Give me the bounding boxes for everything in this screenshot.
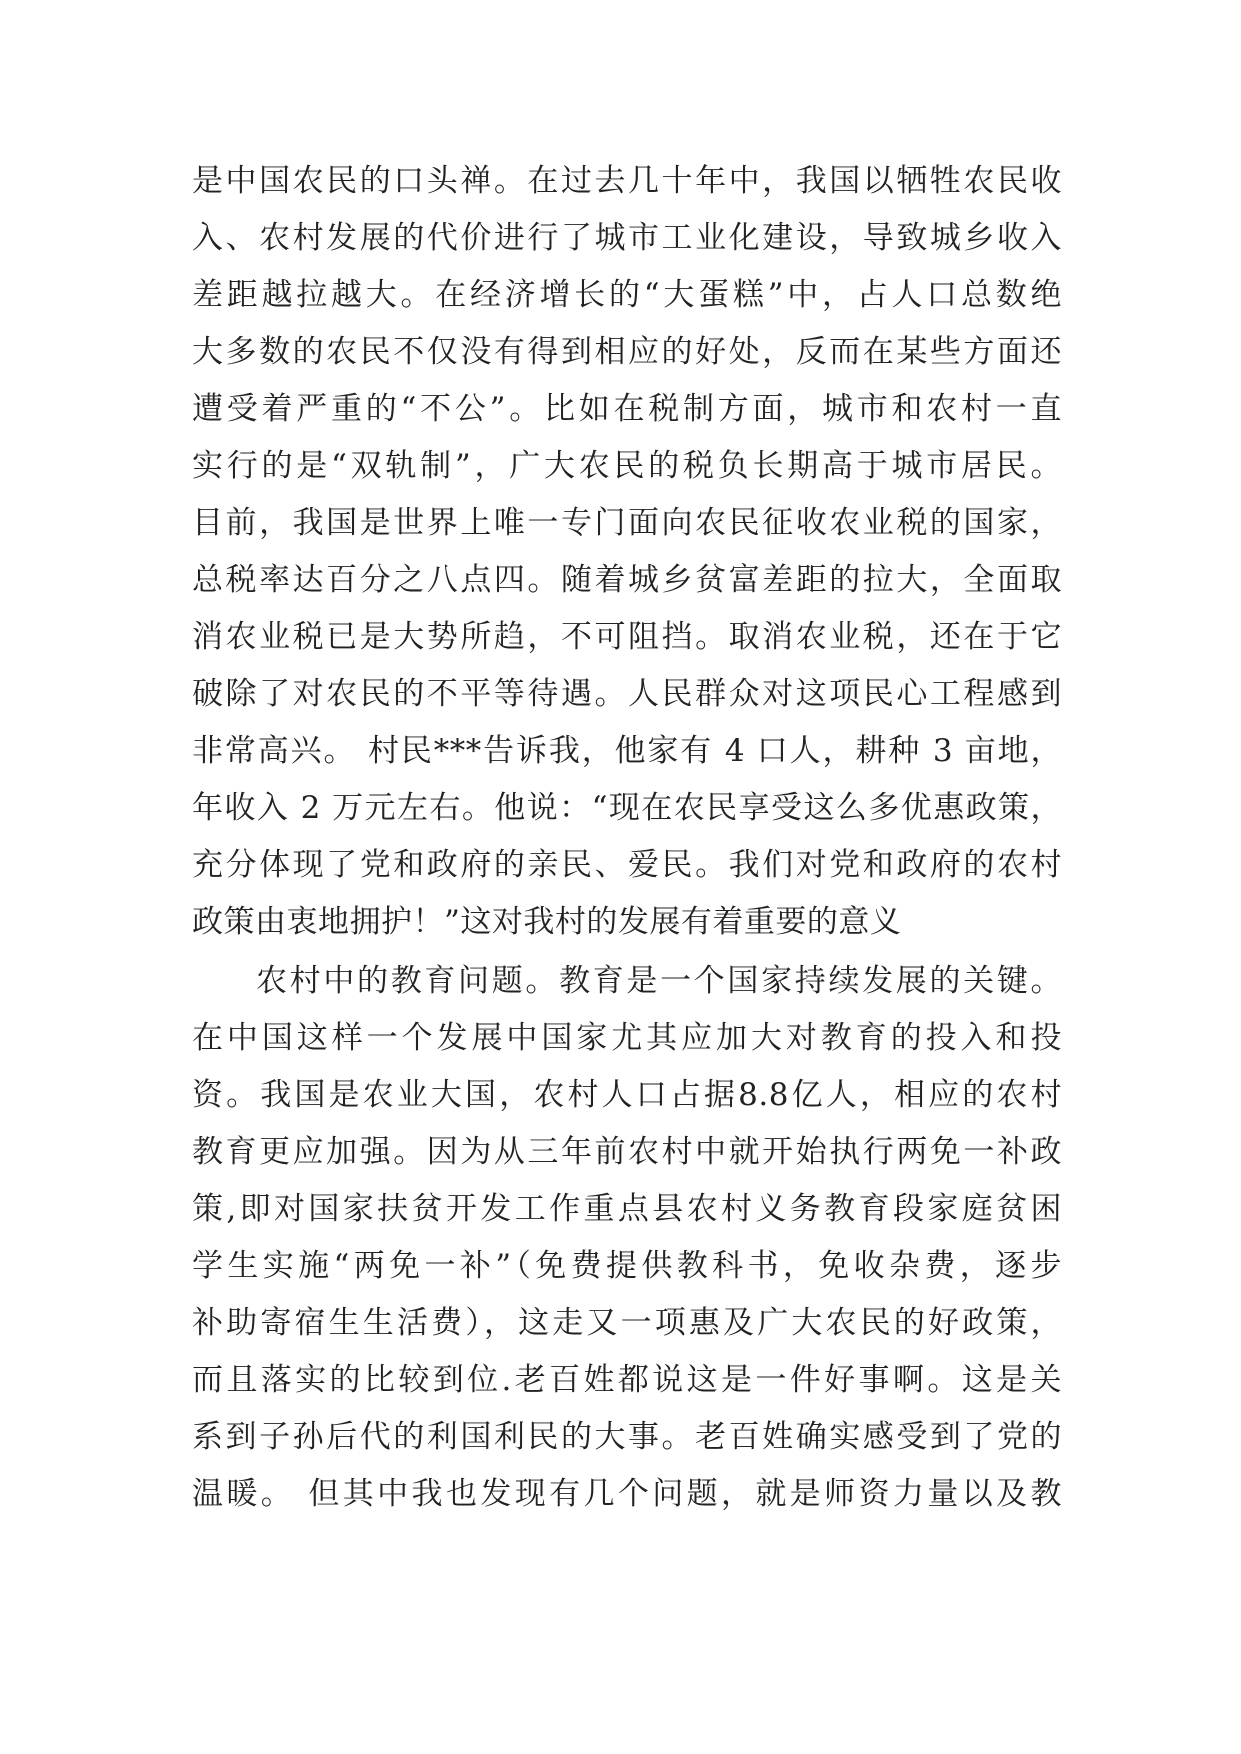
text-line: 年收入 2 万元左右。他说：“现在农民享受这么多优惠政策， (192, 790, 1062, 826)
text-line: 政策由衷地拥护！”这对我村的发展有着重要的意义 (192, 904, 902, 940)
text-line: 在中国这样一个发展中国家尤其应加大对教育的投入和投 (192, 1020, 1062, 1056)
text-line: 遭受着严重的“不公”。比如在税制方面，城市和农村一直 (192, 391, 1062, 427)
text-line: 系到子孙后代的利国利民的大事。老百姓确实感受到了党的 (192, 1419, 1062, 1455)
text-line: 充分体现了党和政府的亲民、爱民。我们对党和政府的农村 (192, 847, 1062, 883)
text-line: 补助寄宿生生活费），这走又一项惠及广大农民的好政策， (192, 1305, 1062, 1341)
text-line: 是中国农民的口头禅。在过去几十年中，我国以牺牲农民收 (192, 163, 1062, 199)
text-line: 策,即对国家扶贫开发工作重点县农村义务教育段家庭贫困 (192, 1191, 1062, 1227)
text-line: 温暖。 但其中我也发现有几个问题，就是师资力量以及教 (192, 1476, 1062, 1512)
text-line: 教育更应加强。因为从三年前农村中就开始执行两免一补政 (192, 1134, 1062, 1170)
text-line: 消农业税已是大势所趋，不可阻挡。取消农业税，还在于它 (192, 619, 1062, 655)
paragraph-2 (192, 953, 1062, 1523)
text-line: 入、农村发展的代价进行了城市工业化建设，导致城乡收入 (192, 220, 1062, 256)
text-line: 破除了对农民的不平等待遇。人民群众对这项民心工程感到 (192, 676, 1062, 712)
paragraph-1 (192, 153, 1062, 951)
text-line: 学生实施“两免一补”（免费提供教科书，免收杂费，逐步 (192, 1248, 1062, 1284)
text-line: 大多数的农民不仅没有得到相应的好处，反而在某些方面还 (192, 334, 1062, 370)
text-line: 差距越拉越大。在经济增长的“大蛋糕”中，占人口总数绝 (192, 277, 1062, 313)
text-line: 总税率达百分之八点四。随着城乡贫富差距的拉大，全面取 (192, 562, 1062, 598)
text-line: 资。我国是农业大国，农村人口占据8.8亿人，相应的农村 (192, 1077, 1062, 1113)
text-line: 目前，我国是世界上唯一专门面向农民征收农业税的国家， (192, 505, 1062, 541)
text-line: 非常高兴。 村民***告诉我，他家有 4 口人，耕种 3 亩地， (192, 733, 1062, 769)
text-line: 农村中的教育问题。教育是一个国家持续发展的关键。 (256, 963, 1062, 999)
text-line: 而且落实的比较到位.老百姓都说这是一件好事啊。这是关 (192, 1362, 1062, 1398)
text-line: 实行的是“双轨制”，广大农民的税负长期高于城市居民。 (192, 448, 1062, 484)
